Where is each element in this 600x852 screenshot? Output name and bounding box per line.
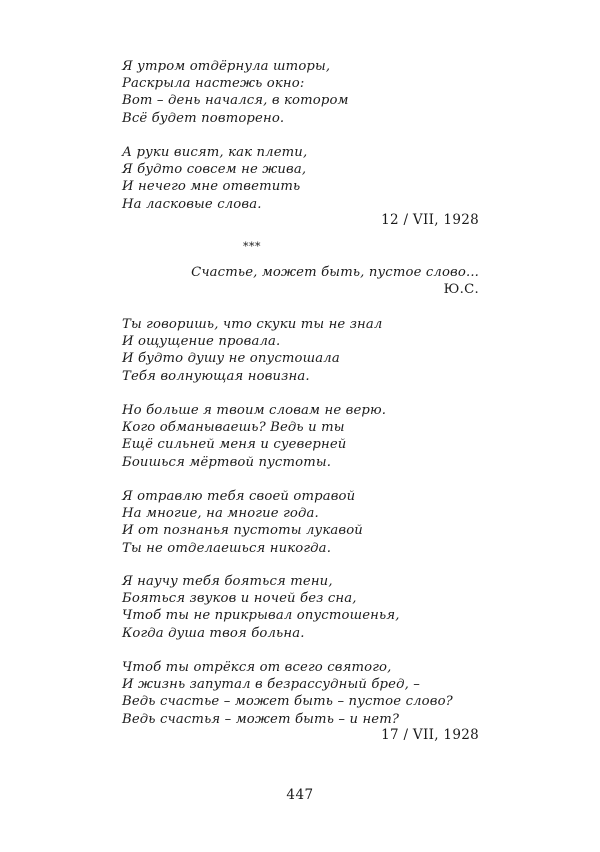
verse-line: Тебя волнующая новизна. — [122, 368, 310, 384]
verse-line: Всё будет повторено. — [122, 110, 285, 126]
verse-line: Я утром отдёрнула шторы, — [122, 59, 331, 74]
verse-line: Ведь счастье – может быть – пустое слово? — [122, 694, 453, 710]
verse-line: И от познанья пустоты лукавой — [122, 523, 363, 539]
poem2-stanza-3 — [122, 488, 502, 557]
verse-line: Бояться звуков и ночей без сна, — [122, 591, 357, 607]
poem-separator: *** — [243, 240, 261, 253]
verse-line: И будто душу не опустошала — [122, 351, 340, 367]
poem1-stanza-1 — [122, 58, 502, 127]
verse-line: Я будто совсем не жива, — [122, 162, 307, 178]
epigraph-author: Ю.С. — [443, 282, 479, 298]
poem2-stanza-4 — [122, 573, 502, 642]
verse-line: А руки висят, как плети, — [122, 145, 308, 160]
poem2-stanza-5 — [122, 659, 502, 728]
verse-line: Чтоб ты не прикрывал опустошенья, — [122, 608, 400, 624]
verse-line: На ласковые слова. — [122, 196, 262, 212]
verse-line: И жизнь запутал в безрассудный бред, – — [122, 677, 421, 693]
verse-line: Кого обманываешь? Ведь и ты — [122, 420, 345, 436]
verse-line: Вот – день начался, в котором — [122, 93, 349, 109]
verse-line: Ты говоришь, что скуки ты не знал — [122, 317, 383, 332]
verse-line: И нечего мне ответить — [122, 179, 301, 195]
verse-line: Ты не отделаешься никогда. — [122, 540, 332, 556]
verse-line: Ещё сильней меня и суеверней — [122, 437, 347, 453]
verse-line: И ощущение провала. — [122, 334, 281, 350]
verse-line: Я научу тебя бояться тени, — [122, 574, 333, 589]
poem2-stanza-1 — [122, 316, 502, 385]
verse-line: Чтоб ты отрёкся от всего святого, — [122, 660, 392, 675]
page-number: 447 — [286, 787, 314, 803]
verse-line: Боишься мёртвой пустоты. — [122, 454, 332, 470]
verse-line: Когда душа твоя больна. — [122, 625, 305, 641]
verse-line: Но больше я твоим словам не верю. — [122, 403, 387, 418]
poem1-stanza-2 — [122, 144, 502, 213]
epigraph-text: Счастье, может быть, пустое слово... — [191, 265, 479, 280]
poem2-stanza-2 — [122, 402, 502, 471]
verse-line: Ведь счастья – может быть – и нет? — [122, 711, 400, 727]
poem2-date: 17 / VII, 1928 — [381, 727, 479, 743]
verse-line: На многие, на многие года. — [122, 506, 319, 522]
verse-line: Я отравлю тебя своей отравой — [122, 489, 356, 504]
verse-line: Раскрыла настежь окно: — [122, 76, 305, 92]
poem1-date: 12 / VII, 1928 — [381, 212, 479, 228]
epigraph — [191, 264, 479, 298]
